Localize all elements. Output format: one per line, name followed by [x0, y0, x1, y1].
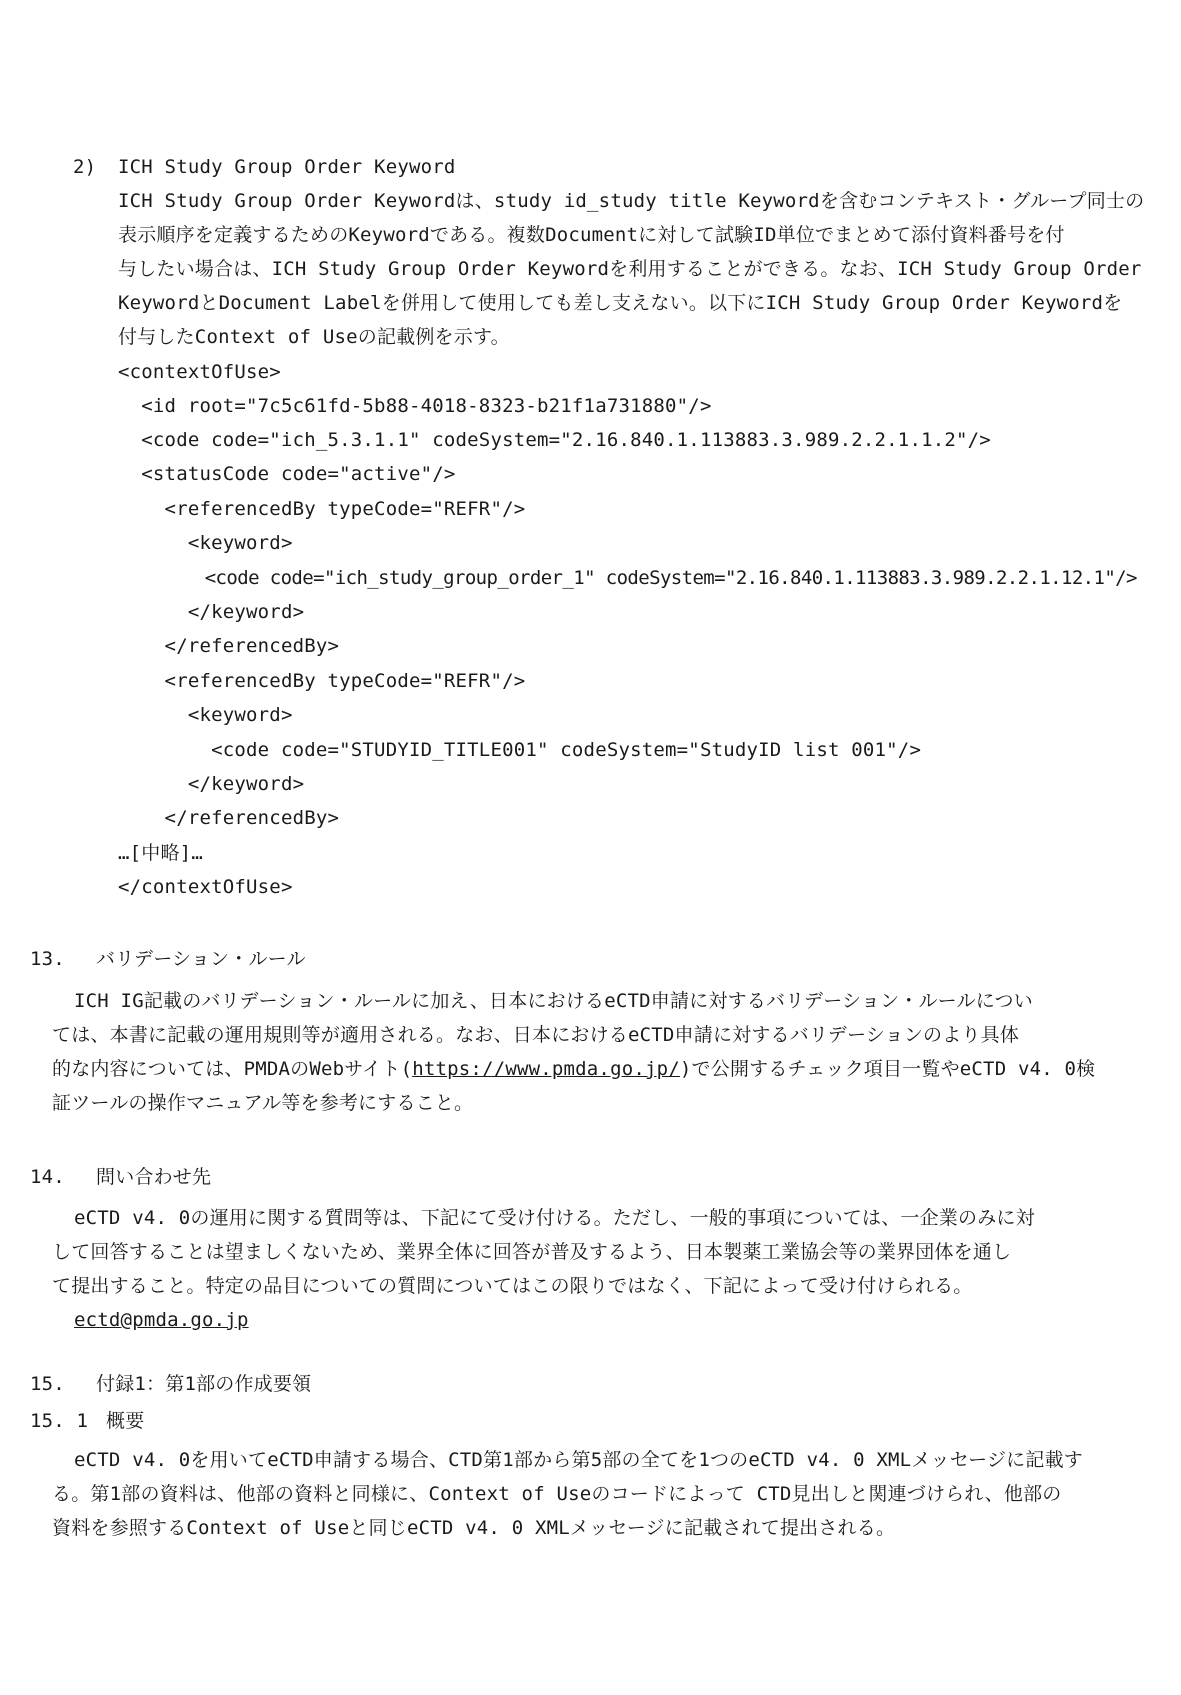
- code-line: …[中略]…: [118, 842, 203, 864]
- code-line: </keyword>: [118, 773, 305, 795]
- code-line: <id root="7c5c61fd-5b88-4018-8323-b21f1a731880"/>: [118, 395, 712, 417]
- code-line: <code code="ich_study_group_order_1" codeSystem="2.16.840.1.113883.3.989.2.2.1.12.1"/>: [118, 567, 1137, 589]
- contact-email-link[interactable]: ectd@pmda.go.jp: [74, 1309, 249, 1331]
- paragraph-line: 表示順序を定義するためのKeywordである。複数Documentに対して試験ID単位でまとめて添付資料番号を付: [118, 224, 1065, 246]
- section-title: バリデーション・ルール: [96, 948, 306, 970]
- code-line: <keyword>: [118, 532, 293, 554]
- paragraph-line: 資料を参照するContext of Useと同じeCTD v4. 0 XMLメッセージに記載されて提出される。: [52, 1517, 896, 1539]
- paragraph-line: して回答することは望ましくないため、業界全体に回答が普及するよう、日本製薬工業協会等の業界団体を通し: [52, 1241, 1012, 1263]
- section-number: 2): [73, 156, 97, 178]
- code-line: <referencedBy typeCode="REFR"/>: [118, 498, 526, 520]
- code-line: <contextOfUse>: [118, 361, 281, 383]
- section-title: 付録1：第1部の作成要領: [96, 1373, 312, 1395]
- section-title: ICH Study Group Order Keyword: [118, 156, 456, 178]
- code-line: <referencedBy typeCode="REFR"/>: [118, 670, 526, 692]
- section-number: 15.: [30, 1373, 65, 1395]
- code-line: </referencedBy>: [118, 635, 340, 657]
- paragraph-line: eCTD v4. 0を用いてeCTD申請する場合、CTD第1部から第5部の全てを1つのeCTD v4. 0 XMLメッセージに記載す: [74, 1449, 1083, 1471]
- subsection-number: 15. 1: [30, 1410, 89, 1432]
- pmda-website-link[interactable]: https://www.pmda.go.jp/: [412, 1058, 680, 1080]
- subsection-title: 概要: [106, 1410, 145, 1432]
- code-line: </referencedBy>: [118, 807, 340, 829]
- code-line: <keyword>: [118, 704, 293, 726]
- code-line: <code code="ich_5.3.1.1" codeSystem="2.16.840.1.113883.3.989.2.2.1.1.2"/>: [118, 429, 991, 451]
- section-number: 14.: [30, 1166, 65, 1188]
- code-line: <code code="STUDYID_TITLE001" codeSystem="StudyID list 001"/>: [118, 739, 922, 761]
- paragraph-line: る。第1部の資料は、他部の資料と同様に、Context of Useのコードによって CTD見出しと関連づけられ、他部の: [52, 1483, 1062, 1505]
- code-line: <statusCode code="active"/>: [118, 463, 456, 485]
- section-title: 問い合わせ先: [96, 1166, 212, 1188]
- paragraph-line: [52, 1052, 1095, 1086]
- code-line: </contextOfUse>: [118, 876, 293, 898]
- paragraph-line: 付与したContext of Useの記載例を示す。: [118, 326, 510, 348]
- paragraph-line: eCTD v4. 0の運用に関する質問等は、下記にて受け付ける。ただし、一般的事項については、一企業のみに対: [74, 1207, 1035, 1229]
- code-line: </keyword>: [118, 601, 305, 623]
- paragraph-text: )で公開するチェック項目一覧やeCTD v4. 0検: [679, 1058, 1096, 1080]
- paragraph-line: ICH Study Group Order Keywordは、study id_study title Keywordを含むコンテキスト・グループ同士の: [118, 190, 1145, 212]
- paragraph-line: 与したい場合は、ICH Study Group Order Keywordを利用することができる。なお、ICH Study Group Order: [118, 258, 1142, 280]
- section-number: 13.: [30, 948, 65, 970]
- paragraph-line: ては、本書に記載の運用規則等が適用される。なお、日本におけるeCTD申請に対するバリデーションのより具体: [52, 1024, 1020, 1046]
- paragraph-text: 的な内容については、PMDAのWebサイト(: [52, 1058, 413, 1080]
- paragraph-line: KeywordとDocument Labelを併用して使用しても差し支えない。以下にICH Study Group Order Keywordを: [118, 292, 1123, 314]
- paragraph-line: ICH IG記載のバリデーション・ルールに加え、日本におけるeCTD申請に対するバリデーション・ルールについ: [74, 990, 1033, 1012]
- paragraph-line: て提出すること。特定の品目についての質問についてはこの限りではなく、下記によって受け付けられる。: [52, 1275, 973, 1297]
- paragraph-line: 証ツールの操作マニュアル等を参考にすること。: [52, 1092, 474, 1114]
